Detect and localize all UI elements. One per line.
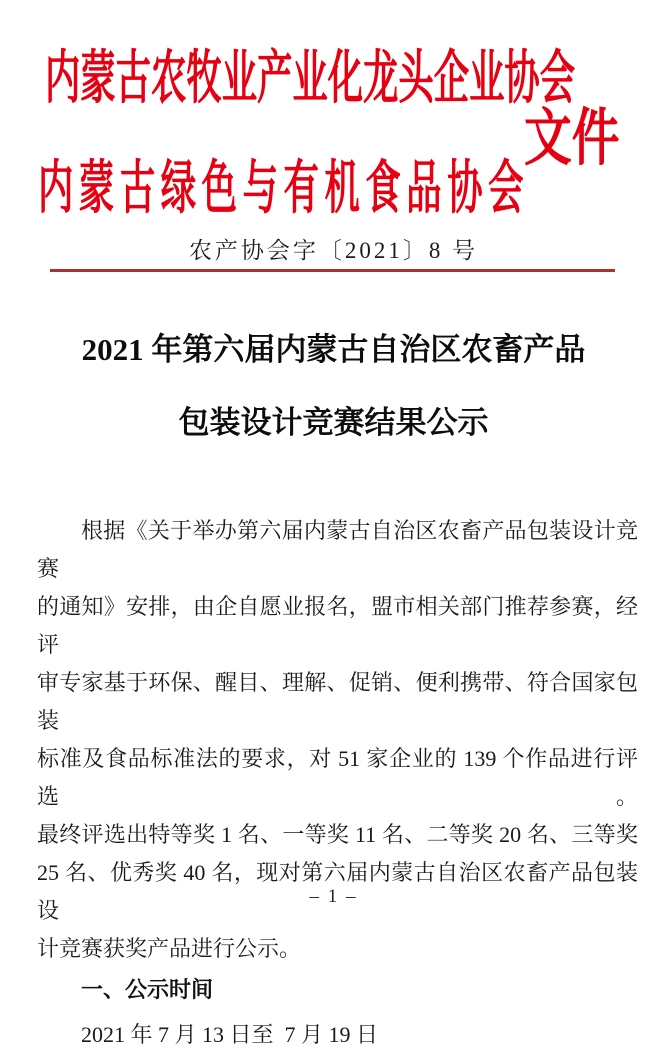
doc-number: 农产协会字〔2021〕8 号	[188, 238, 479, 263]
publicity-date-range: 2021 年 7 月 13 日至 7 月 19 日	[81, 1022, 379, 1047]
red-divider-rule	[50, 269, 615, 272]
paragraph-line: 根据《关于举办第六届内蒙古自治区农畜产品包装设计竞赛	[37, 518, 638, 581]
org-name-line-2: 内蒙古绿色与有机食品协会	[38, 156, 530, 221]
org-name-line-1: 内蒙古农牧业产业化龙头企业协会	[45, 46, 576, 111]
document-title	[0, 328, 667, 445]
paragraph-line: 计竞赛获奖产品进行公示。	[37, 936, 302, 961]
paragraph-line: 的通知》安排，由企自愿业报名，盟市相关部门推荐参赛，经评	[37, 594, 638, 657]
section-heading-publicity-time: 一、公示时间	[81, 977, 214, 1002]
paragraph-line: 最终评选出特等奖 1 名、一等奖 11 名、二等奖 20 名、三等奖	[37, 822, 638, 847]
paragraph-line: 审专家基于环保、醒目、理解、促销、便利携带、符合国家包装	[37, 670, 638, 733]
doc-type-label: 文件	[524, 105, 620, 173]
page-number: – 1 –	[309, 886, 358, 907]
paragraph-line: 25 名、优秀奖 40 名，现对第六届内蒙古自治区农畜产品包装设	[37, 860, 638, 923]
title-line-1: 2021 年第六届内蒙古自治区农畜产品	[81, 332, 586, 367]
title-line-2: 包装设计竞赛结果公示	[178, 405, 489, 440]
body-paragraph	[37, 512, 638, 1058]
paragraph-line: 标准及食品标准法的要求，对 51 家企业的 139 个作品进行评选。	[37, 746, 638, 809]
